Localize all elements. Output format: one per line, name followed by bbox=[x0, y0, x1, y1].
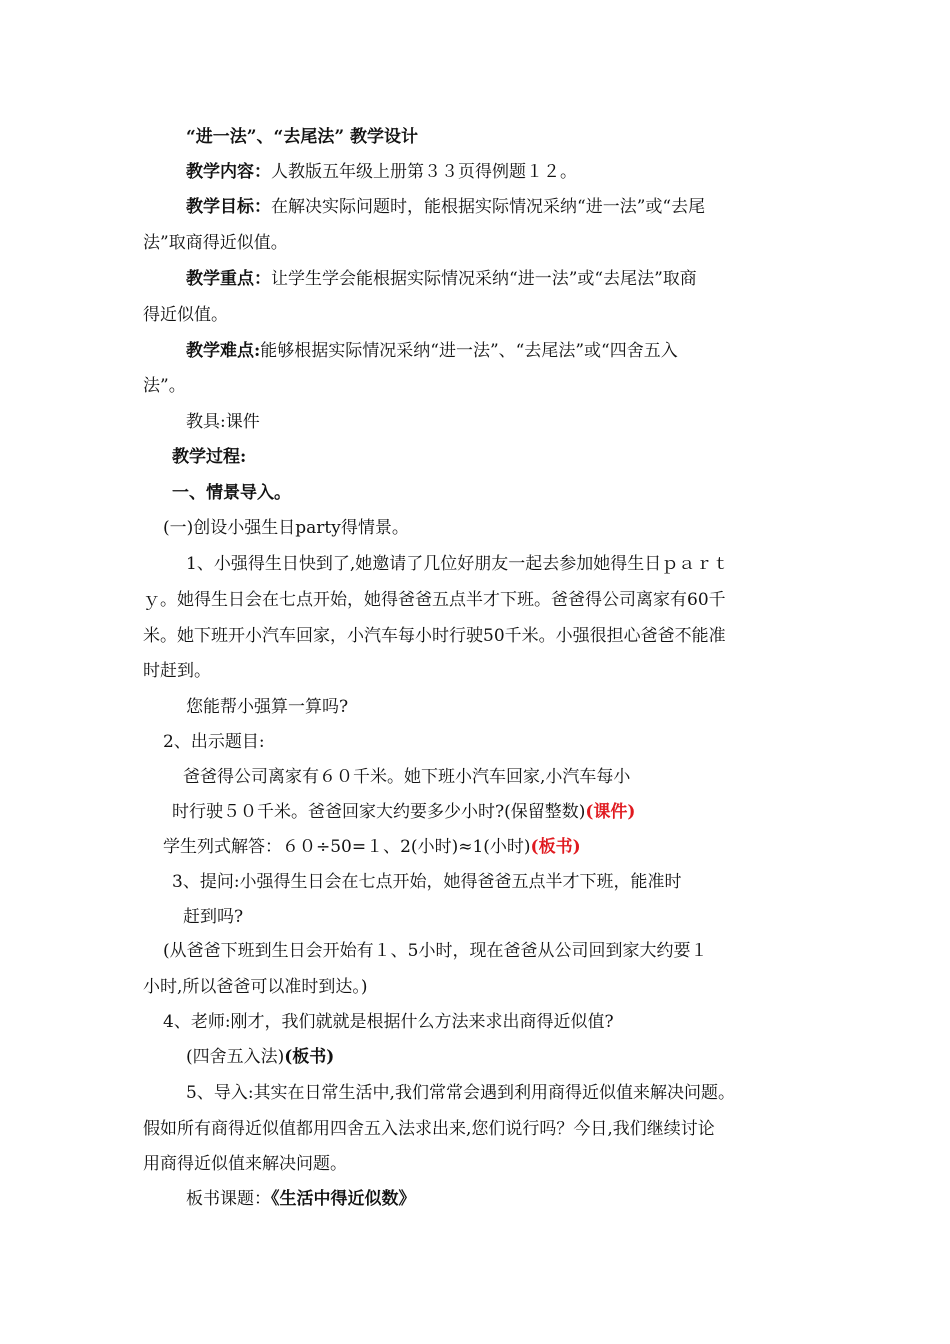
item1-line-3: 米。她下班开小汽车回家，小汽车每小时行驶50千米。小强很担心爸爸不能准 bbox=[143, 626, 726, 646]
section1-heading: 一、情景导入。 bbox=[172, 483, 291, 503]
difficulty-line-1 bbox=[186, 339, 678, 363]
item1-line-2: ｙ。她得生日会在七点开始，她得爸爸五点半才下班。爸爸得公司离家有60千 bbox=[143, 590, 726, 610]
item5-line-3: 用商得近似值来解决问题。 bbox=[143, 1154, 347, 1174]
document-title: “进一法”、“去尾法” 教学设计 bbox=[186, 127, 419, 147]
tools-line: 教具:课件 bbox=[186, 412, 260, 432]
item4-line: 4、老师:刚才，我们就就是根据什么方法来求出商得近似值? bbox=[163, 1012, 614, 1032]
method-line bbox=[186, 1045, 334, 1069]
problem-line-2 bbox=[172, 800, 635, 824]
objective-label: 教学目标： bbox=[186, 197, 271, 217]
courseware-tag: (课件) bbox=[585, 802, 636, 822]
problem-line-1: 爸爸得公司离家有６０千米。她下班小汽车回家,小汽车每小 bbox=[183, 767, 631, 787]
topic-line bbox=[186, 1187, 416, 1211]
objective-text-1: 在解决实际问题时，能根据实际情况采纳“进一法”或“去尾 bbox=[271, 197, 706, 217]
explain-line-2: 小时,所以爸爸可以准时到达。) bbox=[143, 977, 368, 997]
content-label: 教学内容： bbox=[186, 162, 271, 182]
topic-title: 《生活中得近似数》 bbox=[271, 1189, 416, 1209]
key-point-text-1: 让学生学会能根据实际情况采纳“进一法”或“去尾法”取商 bbox=[271, 269, 697, 289]
process-heading: 教学过程: bbox=[172, 447, 247, 467]
item3-line-1: 3、提问:小强得生日会在七点开始，她得爸爸五点半才下班，能准时 bbox=[172, 872, 682, 892]
item5-line-2: 假如所有商得近似值都用四舍五入法求出来,您们说行吗？今日,我们继续讨论 bbox=[143, 1119, 715, 1139]
question1-line: 您能帮小强算一算吗? bbox=[186, 697, 349, 717]
method-text: (四舍五入法) bbox=[186, 1047, 285, 1067]
problem-text-2: 时行驶５０千米。爸爸回家大约要多少小时?(保留整数) bbox=[172, 802, 586, 822]
topic-label: 板书课题： bbox=[186, 1189, 271, 1209]
board-tag-1: (板书) bbox=[530, 837, 581, 857]
item5-line-1: 5、导入:其实在日常生活中,我们常常会遇到利用商得近似值来解决问题。 bbox=[186, 1083, 735, 1103]
item1-line-1: 1、小强得生日快到了,她邀请了几位好朋友一起去参加她得生日ｐａｒｔ bbox=[186, 554, 730, 574]
board-tag-2: (板书) bbox=[284, 1047, 335, 1067]
item3-line-2: 赶到吗? bbox=[183, 907, 244, 927]
explain-line-1: (从爸爸下班到生日会开始有１、5小时，现在爸爸从公司回到家大约要１ bbox=[163, 941, 708, 961]
objective-line-1 bbox=[186, 195, 705, 219]
key-point-label: 教学重点： bbox=[186, 269, 271, 289]
answer-text: 学生列式解答：６０÷50=１、2(小时)≈1(小时) bbox=[163, 837, 531, 857]
objective-line-2: 法”取商得近似值。 bbox=[143, 233, 288, 253]
difficulty-text-1: 能够根据实际情况采纳“进一法”、“去尾法”或“四舍五入 bbox=[260, 341, 678, 361]
item2-line: 2、出示题目: bbox=[163, 732, 265, 752]
key-point-line-1 bbox=[186, 267, 697, 291]
content-text: 人教版五年级上册第３３页得例题１２。 bbox=[271, 162, 577, 182]
content-line bbox=[186, 160, 577, 184]
item1-line-4: 时赶到。 bbox=[143, 661, 211, 681]
key-point-line-2: 得近似值。 bbox=[143, 305, 228, 325]
answer-line bbox=[163, 835, 581, 859]
difficulty-label: 教学难点: bbox=[186, 341, 261, 361]
sub1-line: (一)创设小强生日party得情景。 bbox=[163, 518, 409, 538]
difficulty-line-2: 法”。 bbox=[143, 376, 186, 396]
